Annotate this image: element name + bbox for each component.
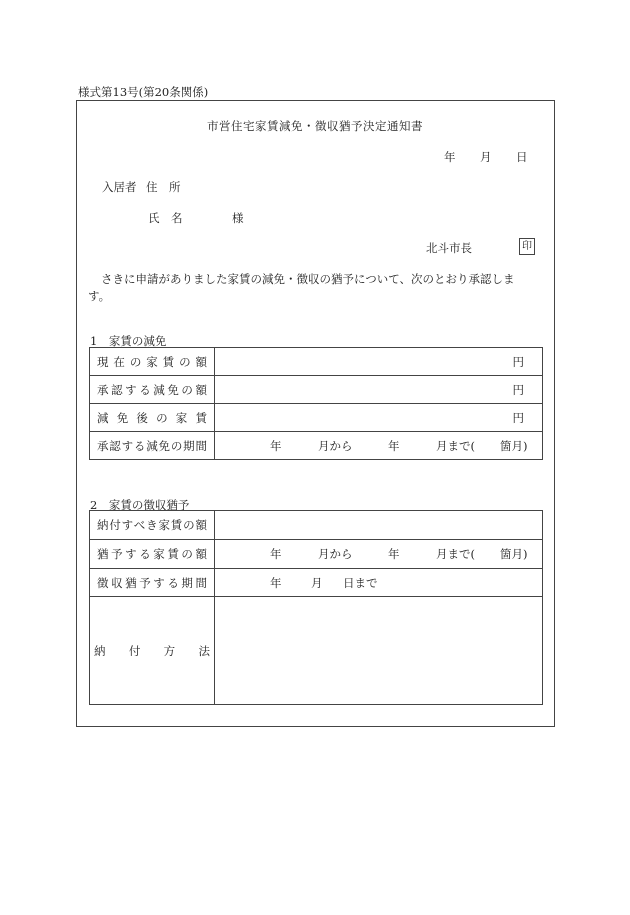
- address-label: 住 所: [146, 180, 181, 194]
- reduced-rent-field[interactable]: 円: [215, 404, 543, 432]
- rent-deferral-table: [89, 510, 543, 705]
- date-month: 月: [480, 150, 492, 164]
- rent-reduction-table: [89, 347, 543, 460]
- date-line: [444, 149, 528, 165]
- deferred-rent-field[interactable]: 年 月から 年 月まで( 箇月): [215, 540, 543, 569]
- name-label: 氏 名: [148, 211, 183, 225]
- row-label: 納付方法: [90, 597, 215, 705]
- payment-method-field[interactable]: [215, 597, 543, 705]
- table-row: [90, 569, 543, 597]
- row-label: 納付すべき家賃の額: [90, 511, 215, 540]
- form-number: 様式第13号(第20条関係): [78, 85, 209, 99]
- table-row: [90, 348, 543, 376]
- section-1-title: 1 家賃の減免: [90, 334, 167, 348]
- table-row: [90, 404, 543, 432]
- payable-rent-field[interactable]: [215, 511, 543, 540]
- current-rent-field[interactable]: 円: [215, 348, 543, 376]
- approved-reduction-field[interactable]: 円: [215, 376, 543, 404]
- honorific: 様: [232, 211, 244, 225]
- row-label: 猶予する家賃の額: [90, 540, 215, 569]
- intro-line-1: さきに申請がありました家賃の減免・徴収の猶予について、次のとおり承認しま: [101, 272, 515, 286]
- table-row: [90, 540, 543, 569]
- reduction-period-field[interactable]: 年 月から 年 月まで( 箇月): [215, 432, 543, 460]
- table-row: [90, 432, 543, 460]
- deferral-period-field[interactable]: 年 月 日まで: [215, 569, 543, 597]
- section-2-title: 2 家賃の徴収猶予: [90, 498, 190, 512]
- row-label: 承認する減免の額: [90, 376, 215, 404]
- intro-line-2: す。: [88, 289, 111, 303]
- resident-label: 入居者: [102, 180, 137, 194]
- date-day: 日: [516, 150, 528, 164]
- row-label: 現在の家賃の額: [90, 348, 215, 376]
- table-row: [90, 597, 543, 705]
- row-label: 承認する減免の期間: [90, 432, 215, 460]
- row-label: 減免後の家賃: [90, 404, 215, 432]
- table-row: [90, 376, 543, 404]
- document-title: 市営住宅家賃減免・徴収猶予決定通知書: [207, 119, 423, 133]
- row-label: 徴収猶予する期間: [90, 569, 215, 597]
- date-year: 年: [444, 150, 456, 164]
- table-row: [90, 511, 543, 540]
- issuer-name: 北斗市長: [426, 241, 472, 255]
- seal-stamp: 印: [519, 238, 535, 255]
